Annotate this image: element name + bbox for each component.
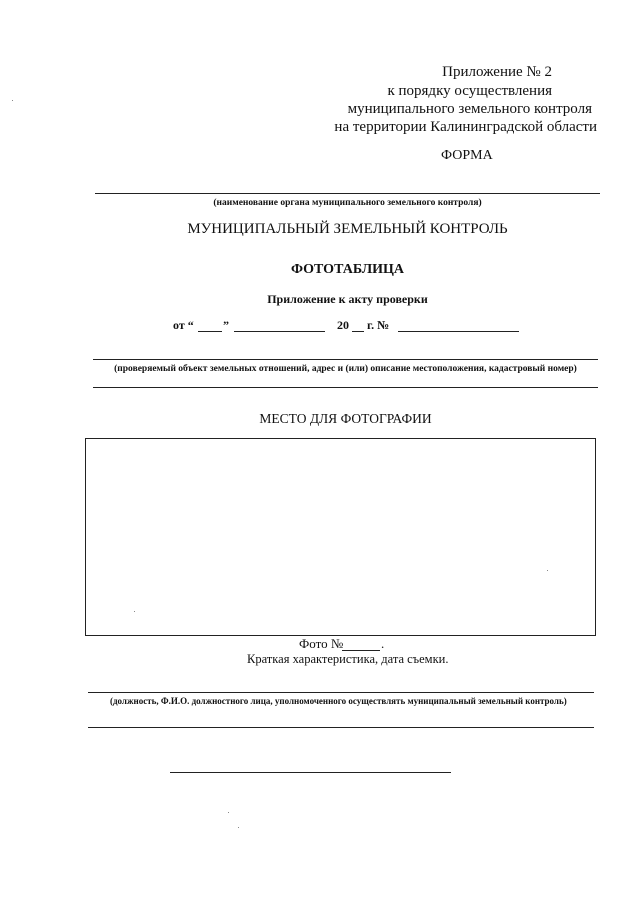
date-prefix: от “ <box>173 318 194 332</box>
object-line-2[interactable] <box>93 387 598 388</box>
signature-line[interactable] <box>170 772 451 773</box>
year-field[interactable] <box>352 331 364 332</box>
photo-number-field[interactable] <box>342 650 380 651</box>
object-caption: (проверяемый объект земельных отношений, адрес и (или) описание местоположения, кадастровый номер) <box>114 364 577 374</box>
official-line-2[interactable] <box>88 727 594 728</box>
photo-placeholder[interactable] <box>85 438 596 636</box>
scan-speck <box>228 812 229 813</box>
doc-title: ФОТОТАБЛИЦА <box>290 262 405 277</box>
month-field[interactable] <box>234 331 325 332</box>
day-field[interactable] <box>198 331 222 332</box>
appendix-line-4: на территории Калининградской области <box>334 119 597 135</box>
appendix-line-2: к порядку осуществления <box>387 83 552 99</box>
appendix-number: Приложение № 2 <box>442 64 552 80</box>
year-prefix: 20 <box>337 318 349 332</box>
number-label: г. № <box>367 318 390 332</box>
scan-speck <box>134 611 135 612</box>
photo-number-end: . <box>381 636 385 651</box>
photo-number-label: Фото № <box>299 636 344 651</box>
organ-name-line[interactable] <box>95 193 600 194</box>
organ-caption: (наименование органа муниципального земельного контроля) <box>213 198 482 208</box>
photo-description: Краткая характеристика, дата съемки. <box>247 652 449 666</box>
scan-speck <box>547 570 548 571</box>
official-caption: (должность, Ф.И.О. должностного лица, уполномоченного осуществлять муниципальный земельный контроль) <box>110 696 567 706</box>
scan-speck <box>238 827 239 828</box>
scan-speck <box>12 100 13 101</box>
doc-subtitle: Приложение к акту проверки <box>267 292 428 306</box>
control-title: МУНИЦИПАЛЬНЫЙ ЗЕМЕЛЬНЫЙ КОНТРОЛЬ <box>187 221 508 237</box>
official-line[interactable] <box>88 692 594 693</box>
date-quote-close: ” <box>223 318 229 332</box>
photo-place-label: МЕСТО ДЛЯ ФОТОГРАФИИ <box>259 411 432 426</box>
appendix-line-3: муниципального земельного контроля <box>347 101 592 117</box>
form-label: ФОРМА <box>441 148 493 163</box>
object-line[interactable] <box>93 359 598 360</box>
act-number-field[interactable] <box>398 331 519 332</box>
